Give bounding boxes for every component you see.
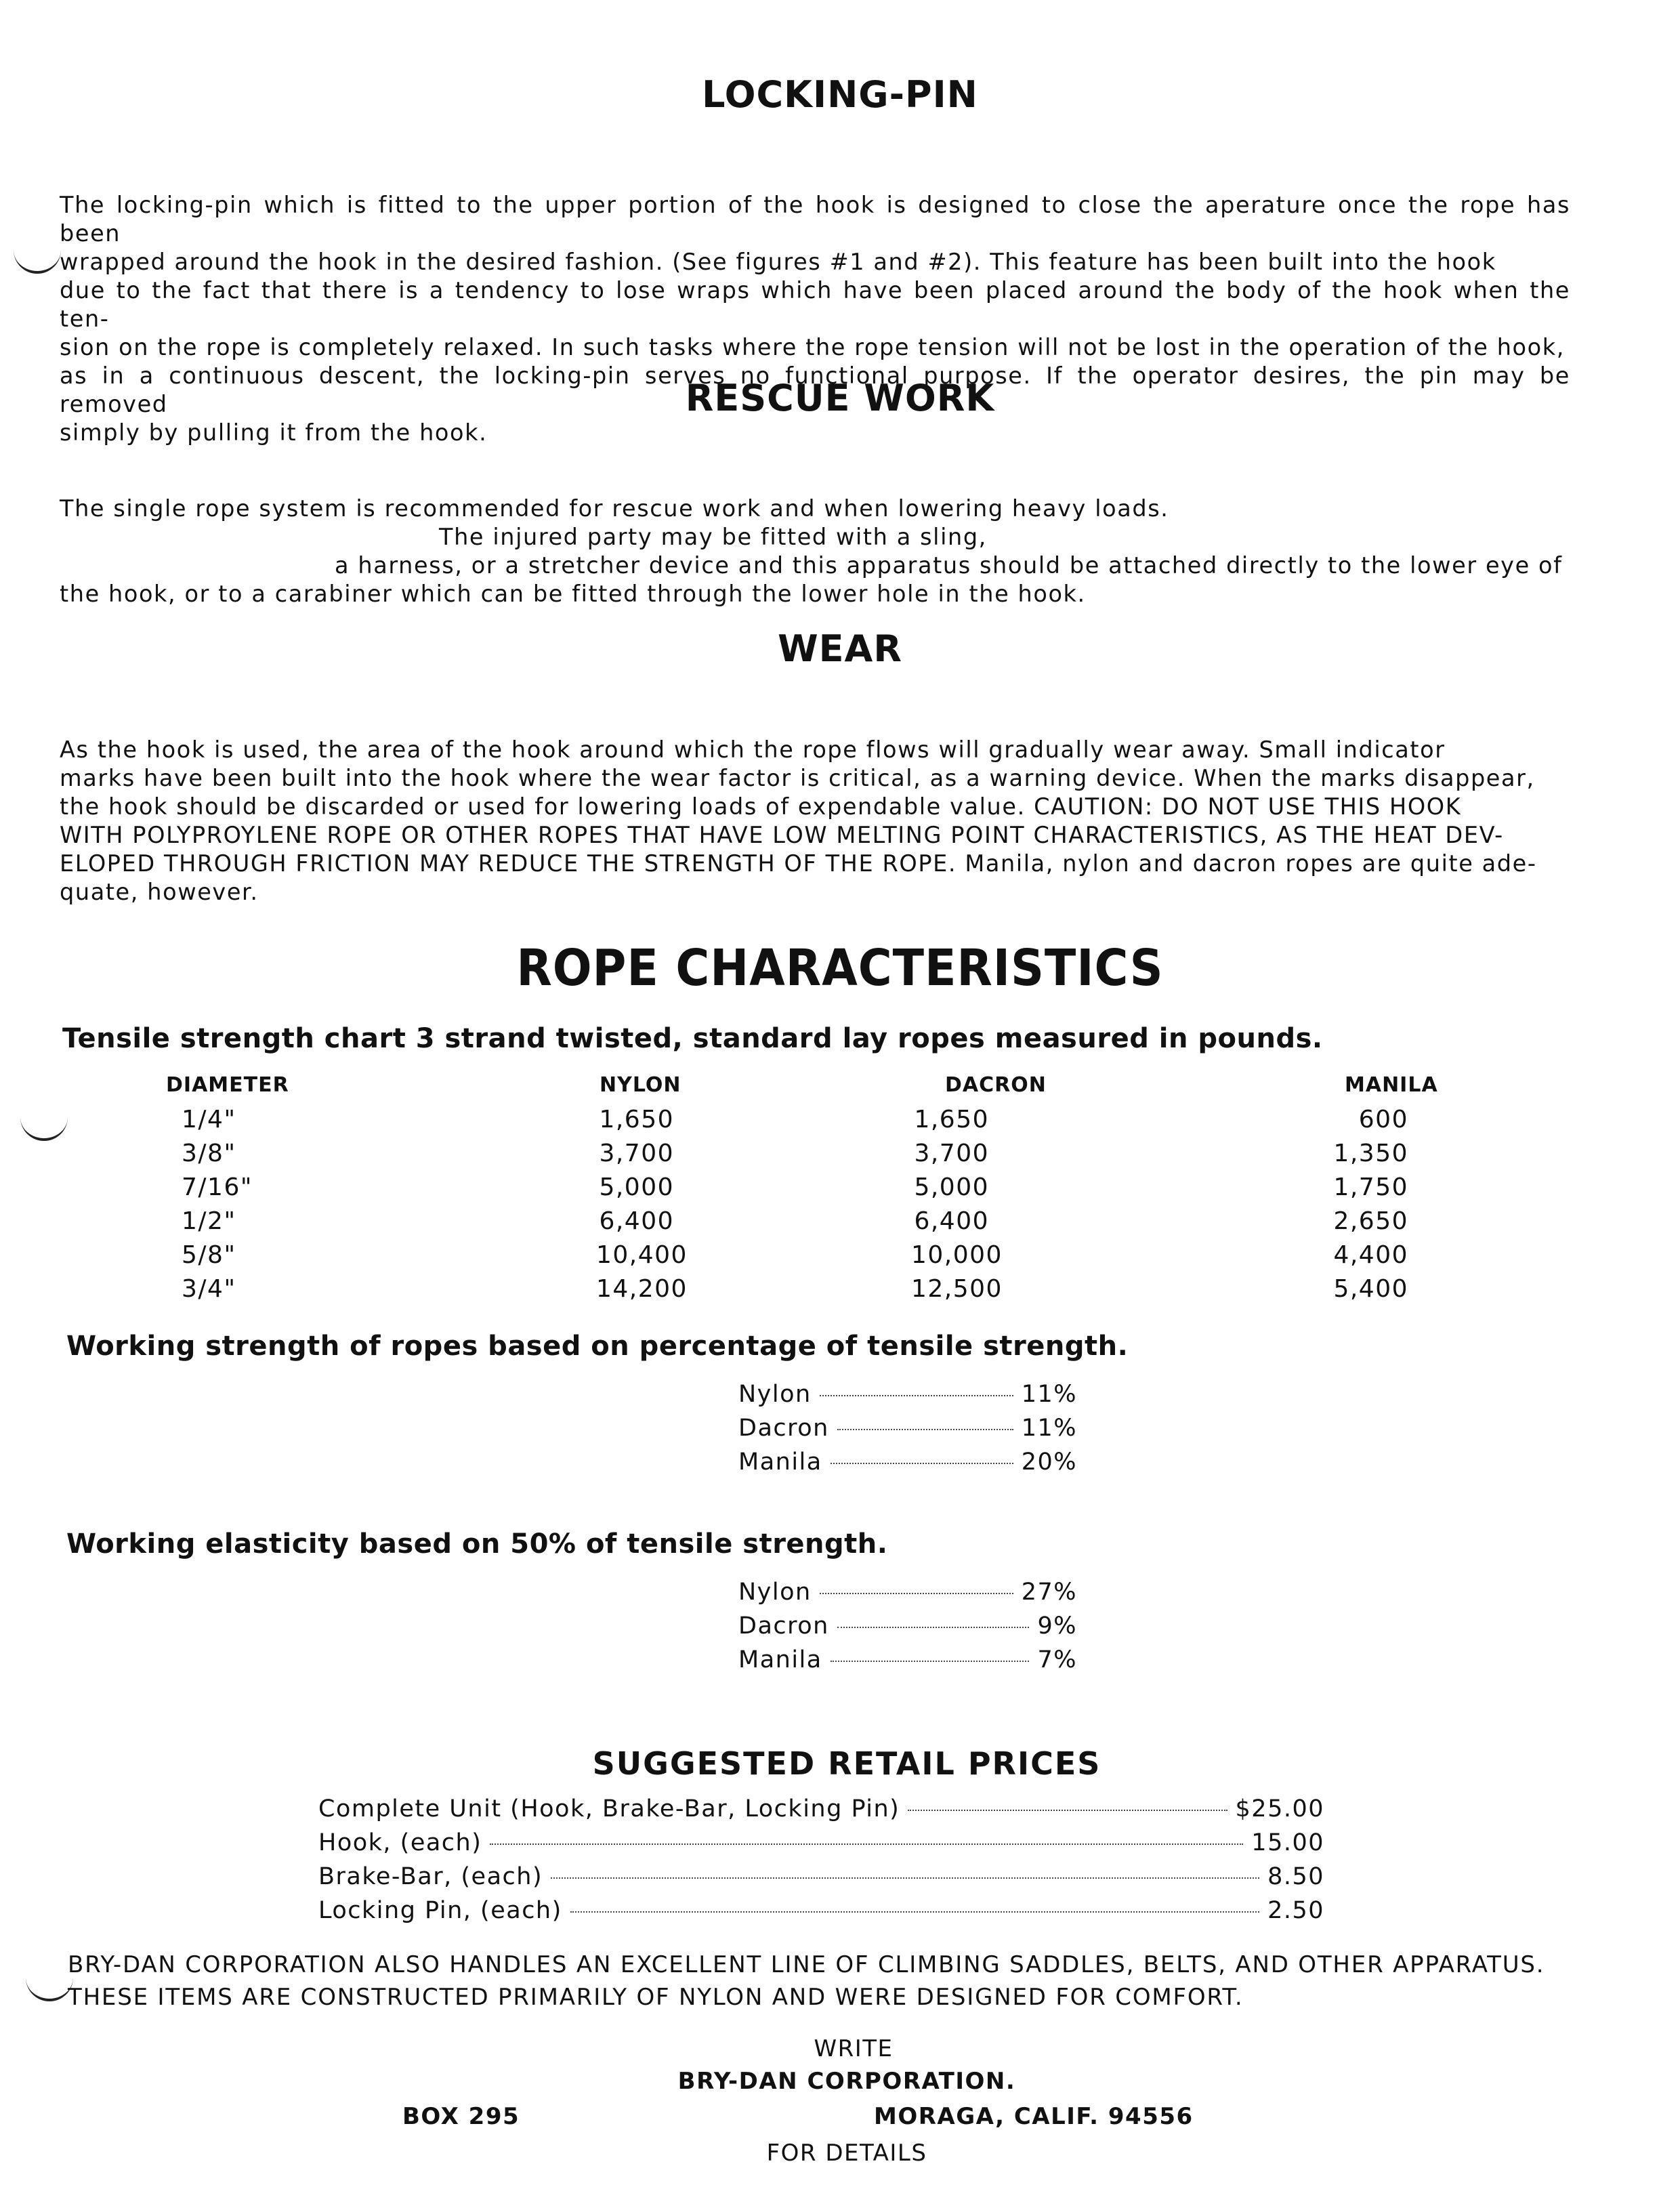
table-row: [0, 1275, 1680, 1309]
price-item: [318, 1795, 1324, 1829]
percentage-value: 11%: [1021, 1381, 1077, 1408]
leader-dots: [908, 1810, 1227, 1811]
price-item: [318, 1863, 1324, 1897]
diameter-cell: 1/4": [182, 1106, 236, 1133]
wear-line: quate, however.: [60, 879, 259, 905]
tensile-table-body: [0, 1106, 1680, 1309]
list-item: [738, 1646, 1077, 1680]
tensile-strength-caption: Tensile strength chart 3 strand twisted, standard lay ropes measured in pounds.: [62, 1023, 1323, 1054]
leader-dots: [570, 1911, 1259, 1913]
item-name: Hook, (each): [318, 1829, 482, 1856]
rescue-work-line: a harness, or a stretcher device and this apparatus should be attached directly to the lower eye of: [335, 552, 1563, 579]
rope-name: Dacron: [738, 1612, 829, 1640]
footer-write: WRITE: [814, 2035, 894, 2062]
price-item: [318, 1829, 1324, 1863]
column-header-diameter: DIAMETER: [166, 1073, 289, 1097]
percentage-value: 9%: [1037, 1612, 1077, 1640]
wear-line: WITH POLYPROYLENE ROPE OR OTHER ROPES THAT HAVE LOW MELTING POINT CHARACTERISTICS, AS THE HEAT DEV-: [60, 822, 1504, 848]
dacron-cell: 3,700: [914, 1140, 989, 1167]
rope-name: Manila: [738, 1646, 822, 1673]
percentage-value: 20%: [1021, 1449, 1077, 1476]
manila-cell: 600: [1358, 1106, 1408, 1133]
wear-line: marks have been built into the hook where the wear factor is critical, as a warning device. When the marks disappear,: [60, 765, 1535, 791]
rope-name: Manila: [738, 1449, 822, 1476]
percentage-value: 27%: [1021, 1579, 1077, 1606]
dacron-cell: 1,650: [914, 1106, 989, 1133]
locking-pin-line: as in a continuous descent, the locking-pin serves no functional purpose. If the operator desires, the pin may be removed: [60, 362, 1570, 417]
diameter-cell: 5/8": [182, 1241, 236, 1269]
dacron-cell: 10,000: [911, 1241, 1003, 1269]
diameter-cell: 3/4": [182, 1275, 236, 1303]
item-name: Brake-Bar, (each): [318, 1863, 543, 1890]
table-row: [0, 1207, 1680, 1241]
nylon-cell: 5,000: [599, 1173, 674, 1201]
rope-name: Nylon: [738, 1381, 812, 1408]
item-price: $25.00: [1235, 1795, 1324, 1822]
leader-dots: [831, 1463, 1013, 1464]
column-header-manila: MANILA: [1345, 1073, 1438, 1097]
dacron-cell: 12,500: [911, 1275, 1003, 1303]
leader-dots: [820, 1395, 1013, 1396]
leader-dots: [820, 1593, 1013, 1594]
locking-pin-heading: LOCKING-PIN: [702, 73, 978, 116]
list-item: [738, 1381, 1077, 1415]
wear-line: the hook should be discarded or used for lowering loads of expendable value. CAUTION: DO NOT USE THIS HOOK: [60, 793, 1462, 820]
nylon-cell: 14,200: [596, 1275, 688, 1303]
footer-company-name: BRY-DAN CORPORATION.: [677, 2068, 1016, 2095]
list-item: [738, 1449, 1077, 1482]
list-item: [738, 1612, 1077, 1646]
list-item: [738, 1579, 1077, 1612]
table-row: [0, 1140, 1680, 1173]
dacron-cell: 5,000: [914, 1173, 989, 1201]
percentage-value: 11%: [1021, 1415, 1077, 1442]
nylon-cell: 6,400: [599, 1207, 674, 1235]
price-list: [318, 1795, 1324, 1931]
price-item: [318, 1897, 1324, 1931]
column-header-dacron: DACRON: [945, 1073, 1047, 1097]
item-price: 15.00: [1251, 1829, 1324, 1856]
footer-apparatus-line: BRY-DAN CORPORATION ALSO HANDLES AN EXCELLENT LINE OF CLIMBING SADDLES, BELTS, AND OTHER APPARATUS.: [68, 1951, 1545, 1978]
table-row: [0, 1106, 1680, 1140]
manila-cell: 1,350: [1333, 1140, 1408, 1167]
rope-name: Nylon: [738, 1579, 812, 1606]
leader-dots: [837, 1627, 1030, 1628]
leader-dots: [490, 1844, 1243, 1845]
manila-cell: 2,650: [1333, 1207, 1408, 1235]
nylon-cell: 3,700: [599, 1140, 674, 1167]
rescue-work-paragraph: [60, 495, 1570, 608]
working-strength-caption: Working strength of ropes based on percentage of tensile strength.: [66, 1331, 1129, 1362]
footer-box-address: BOX 295: [402, 2103, 520, 2130]
rescue-work-line: the hook, or to a carabiner which can be fitted through the lower hole in the hook.: [60, 581, 1086, 607]
locking-pin-line: simply by pulling it from the hook.: [60, 419, 488, 446]
locking-pin-line: due to the fact that there is a tendency to lose wraps which have been placed around the body of the hook when the ten-: [60, 277, 1570, 332]
nylon-cell: 1,650: [599, 1106, 674, 1133]
manila-cell: 4,400: [1333, 1241, 1408, 1269]
wear-line: As the hook is used, the area of the hook around which the rope flows will gradually wear away. Small indicator: [60, 736, 1446, 763]
rope-name: Dacron: [738, 1415, 829, 1442]
nylon-cell: 10,400: [596, 1241, 688, 1269]
footer-nylon-line: THESE ITEMS ARE CONSTRUCTED PRIMARILY OF NYLON AND WERE DESIGNED FOR COMFORT.: [68, 1984, 1244, 2011]
locking-pin-line: The locking-pin which is fitted to the upper portion of the hook is designed to close the aperature once the rope has been: [60, 192, 1570, 247]
locking-pin-line: wrapped around the hook in the desired fashion. (See figures #1 and #2). This feature has been built into the hook: [60, 249, 1496, 275]
working-elasticity-list: [738, 1579, 1077, 1680]
rescue-work-line: The single rope system is recommended for rescue work and when lowering heavy loads.: [60, 495, 1169, 522]
footer-city-address: MORAGA, CALIF. 94556: [874, 2103, 1194, 2130]
punch-hole-mark-bottom: [26, 1972, 73, 2001]
dacron-cell: 6,400: [914, 1207, 989, 1235]
working-elasticity-caption: Working elasticity based on 50% of tensile strength.: [66, 1528, 888, 1560]
leader-dots: [837, 1429, 1013, 1430]
column-header-nylon: NYLON: [600, 1073, 681, 1097]
rescue-work-line: The injured party may be fitted with a sling,: [439, 524, 987, 550]
footer-details: FOR DETAILS: [766, 2140, 927, 2167]
locking-pin-line: sion on the rope is completely relaxed. In such tasks where the rope tension will not be lost in the operation of the hook,: [60, 334, 1565, 360]
wear-paragraph: [60, 736, 1570, 907]
manila-cell: 5,400: [1333, 1275, 1408, 1303]
punch-hole-mark-top: [14, 244, 61, 274]
table-row: [0, 1241, 1680, 1275]
rescue-work-heading: RESCUE WORK: [685, 377, 995, 419]
working-strength-list: [738, 1381, 1077, 1482]
wear-heading: WEAR: [778, 627, 902, 670]
table-row: [0, 1173, 1680, 1207]
item-name: Complete Unit (Hook, Brake-Bar, Locking Pin): [318, 1795, 900, 1822]
item-name: Locking Pin, (each): [318, 1897, 562, 1924]
leader-dots: [831, 1661, 1030, 1662]
item-price: 2.50: [1267, 1897, 1324, 1924]
rope-characteristics-heading: ROPE CHARACTERISTICS: [516, 939, 1164, 997]
percentage-value: 7%: [1037, 1646, 1077, 1673]
diameter-cell: 3/8": [182, 1140, 236, 1167]
item-price: 8.50: [1267, 1863, 1324, 1890]
manila-cell: 1,750: [1333, 1173, 1408, 1201]
suggested-retail-prices-heading: SUGGESTED RETAIL PRICES: [592, 1745, 1101, 1782]
list-item: [738, 1415, 1077, 1449]
diameter-cell: 7/16": [182, 1173, 253, 1201]
wear-line: ELOPED THROUGH FRICTION MAY REDUCE THE STRENGTH OF THE ROPE. Manila, nylon and dacron ropes are quite ade-: [60, 850, 1537, 877]
diameter-cell: 1/2": [182, 1207, 236, 1235]
leader-dots: [551, 1877, 1259, 1879]
